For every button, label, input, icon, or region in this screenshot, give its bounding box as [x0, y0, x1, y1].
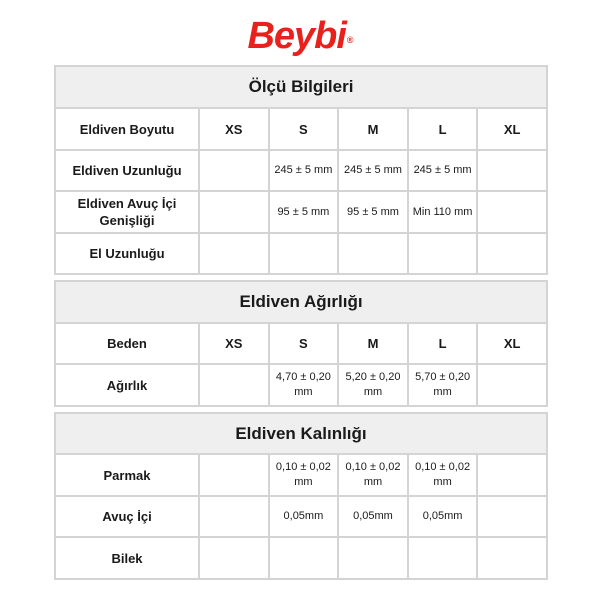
size-header-s: S: [269, 323, 339, 364]
size-header-m: M: [338, 108, 408, 150]
value-cell: 245 ± 5 mm: [269, 150, 339, 191]
size-info-title: Ölçü Bilgileri: [55, 66, 547, 108]
value-cell: 5,20 ± 0,20 mm: [338, 364, 408, 406]
row-label: Ağırlık: [55, 364, 199, 406]
size-header-xs: XS: [199, 108, 269, 150]
row-label: Eldiven Avuç İçi Genişliği: [55, 191, 199, 233]
value-cell: [199, 233, 269, 274]
value-cell: 245 ± 5 mm: [338, 150, 408, 191]
row-label: Avuç İçi: [55, 496, 199, 537]
size-header-xs: XS: [199, 323, 269, 364]
row-label: Bilek: [55, 537, 199, 579]
value-cell: [199, 150, 269, 191]
size-header-label: Beden: [55, 323, 199, 364]
size-header-xl: XL: [477, 108, 547, 150]
value-cell: 245 ± 5 mm: [408, 150, 478, 191]
glove-weight-table: [54, 280, 548, 407]
value-cell: 0,10 ± 0,02 mm: [408, 454, 478, 496]
value-cell: 5,70 ± 0,20 mm: [408, 364, 478, 406]
value-cell: [477, 364, 547, 406]
value-cell: [199, 364, 269, 406]
value-cell: [269, 537, 339, 579]
value-cell: 95 ± 5 mm: [269, 191, 339, 233]
glove-thickness-table: [54, 412, 548, 580]
value-cell: 0,05mm: [408, 496, 478, 537]
glove-thickness-title: Eldiven Kalınlığı: [55, 413, 547, 454]
brand-logo: [0, 14, 600, 58]
value-cell: [269, 233, 339, 274]
value-cell: [477, 537, 547, 579]
value-cell: [477, 191, 547, 233]
value-cell: 0,10 ± 0,02 mm: [269, 454, 339, 496]
size-header-l: L: [408, 323, 478, 364]
table-row: [55, 496, 547, 537]
value-cell: [477, 454, 547, 496]
value-cell: [199, 191, 269, 233]
size-header-s: S: [269, 108, 339, 150]
table-row: [55, 537, 547, 579]
table-row: [55, 150, 547, 191]
registered-mark: ®: [346, 35, 353, 45]
value-cell: [408, 233, 478, 274]
value-cell: [477, 496, 547, 537]
size-header-m: M: [338, 323, 408, 364]
value-cell: [408, 537, 478, 579]
value-cell: [199, 537, 269, 579]
value-cell: [199, 454, 269, 496]
size-header-l: L: [408, 108, 478, 150]
table-row: [55, 454, 547, 496]
value-cell: Min 110 mm: [408, 191, 478, 233]
glove-size-label: Eldiven Boyutu: [55, 108, 199, 150]
size-header-xl: XL: [477, 323, 547, 364]
value-cell: [477, 233, 547, 274]
glove-weight-title: Eldiven Ağırlığı: [55, 281, 547, 323]
value-cell: 4,70 ± 0,20 mm: [269, 364, 339, 406]
value-cell: 0,10 ± 0,02 mm: [338, 454, 408, 496]
row-label: El Uzunluğu: [55, 233, 199, 274]
size-info-table: [54, 65, 548, 275]
value-cell: [477, 150, 547, 191]
table-row: [55, 233, 547, 274]
value-cell: 95 ± 5 mm: [338, 191, 408, 233]
table-row: [55, 191, 547, 233]
row-label: Eldiven Uzunluğu: [55, 150, 199, 191]
value-cell: [338, 537, 408, 579]
brand-logo-text: Beybi: [247, 15, 346, 57]
row-label: Parmak: [55, 454, 199, 496]
table-row: [55, 364, 547, 406]
value-cell: 0,05mm: [338, 496, 408, 537]
value-cell: 0,05mm: [269, 496, 339, 537]
value-cell: [199, 496, 269, 537]
value-cell: [338, 233, 408, 274]
